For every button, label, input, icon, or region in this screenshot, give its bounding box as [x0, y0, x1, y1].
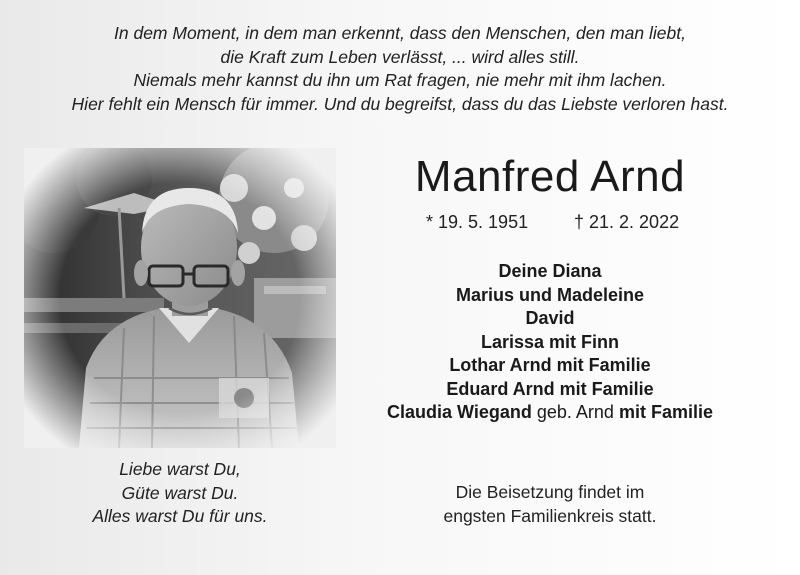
birth-date: * 19. 5. 1951 — [426, 212, 529, 232]
motto-line: Güte warst Du. — [121, 482, 239, 503]
motto-verse — [30, 458, 330, 529]
poem-line: In dem Moment, in dem man erkennt, dass den Menschen, den man liebt, — [114, 23, 686, 43]
family-member: Deine Diana — [498, 261, 602, 281]
death-date: † 21. 2. 2022 — [574, 212, 680, 232]
family-member-name: Claudia Wiegand — [387, 402, 532, 422]
family-member: Lothar Arnd mit Familie — [449, 355, 651, 375]
family-member: Marius und Madeleine — [455, 284, 645, 305]
motto-line: Liebe warst Du, — [119, 459, 241, 479]
family-member — [350, 401, 750, 425]
family-member: David — [525, 308, 575, 328]
portrait-photo — [24, 148, 336, 448]
poem-line: Niemals mehr kannst du ihn um Rat fragen, nie mehr mit ihm lachen. — [133, 70, 667, 90]
family-member-nee: geb. Arnd — [536, 402, 614, 422]
family-list — [350, 260, 750, 425]
portrait-image — [24, 148, 336, 448]
deceased-name: Manfred Arnd — [414, 152, 686, 201]
poem-line: Hier fehlt ein Mensch für immer. Und du begreifst, dass du das Liebste verloren hast. — [71, 93, 729, 114]
funeral-notice — [400, 481, 700, 528]
poem-line: die Kraft zum Leben verlässt, ... wird alles still. — [220, 46, 580, 67]
funeral-line: Die Beisetzung findet im — [455, 482, 645, 502]
family-member-suffix: mit Familie — [618, 402, 713, 422]
motto-line: Alles warst Du für uns. — [92, 506, 268, 526]
family-member: Eduard Arnd mit Familie — [446, 378, 654, 399]
family-member: Larissa mit Finn — [480, 331, 620, 352]
funeral-line: engsten Familienkreis statt. — [443, 505, 657, 526]
opening-poem — [0, 22, 800, 116]
